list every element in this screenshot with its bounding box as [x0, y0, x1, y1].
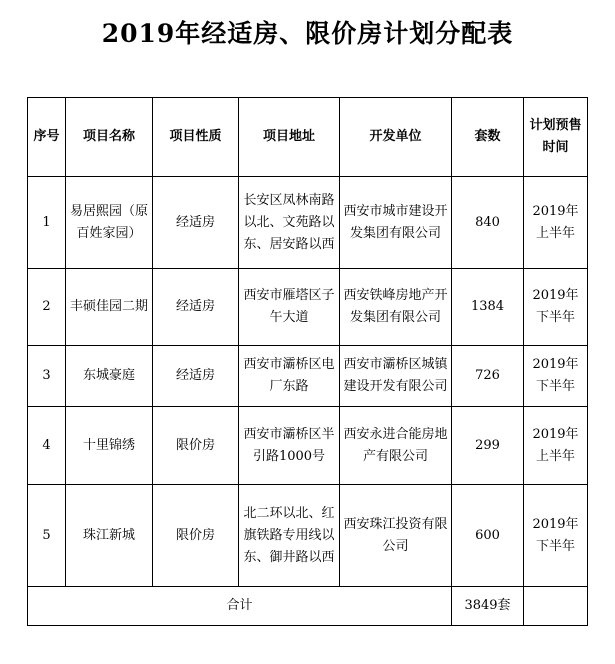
cell-no: 2 [28, 269, 66, 346]
cell-type: 经适房 [153, 346, 239, 407]
cell-name: 易居熙园（原百姓家园） [66, 177, 153, 269]
cell-units: 299 [452, 407, 524, 485]
cell-name: 珠江新城 [66, 485, 153, 587]
header-developer: 开发单位 [340, 98, 452, 177]
table-total-row [28, 587, 588, 626]
cell-units: 726 [452, 346, 524, 407]
table-row [28, 269, 588, 346]
header-time: 计划预售时间 [524, 98, 588, 177]
cell-address: 长安区凤林南路以北、文苑路以东、居安路以西 [239, 177, 340, 269]
total-units: 3849套 [452, 587, 524, 626]
total-time [524, 587, 588, 626]
cell-units: 1384 [452, 269, 524, 346]
cell-type: 经适房 [153, 177, 239, 269]
cell-name: 丰硕佳园二期 [66, 269, 153, 346]
cell-no: 3 [28, 346, 66, 407]
header-no: 序号 [28, 98, 66, 177]
cell-time: 2019年下半年 [524, 485, 588, 587]
table-row [28, 485, 588, 587]
cell-units: 840 [452, 177, 524, 269]
table-header-row [28, 98, 588, 177]
cell-time: 2019年上半年 [524, 407, 588, 485]
total-label: 合计 [28, 587, 452, 626]
cell-units: 600 [452, 485, 524, 587]
cell-no: 4 [28, 407, 66, 485]
cell-name: 十里锦绣 [66, 407, 153, 485]
cell-address: 西安市灞桥区电厂东路 [239, 346, 340, 407]
page-title: 2019年经适房、限价房计划分配表 [101, 19, 514, 48]
cell-no: 1 [28, 177, 66, 269]
cell-developer: 西安珠江投资有限公司 [340, 485, 452, 587]
cell-type: 限价房 [153, 407, 239, 485]
cell-type: 经适房 [153, 269, 239, 346]
table-row [28, 346, 588, 407]
cell-time: 2019年上半年 [524, 177, 588, 269]
header-name: 项目名称 [66, 98, 153, 177]
table-row [28, 177, 588, 269]
header-units: 套数 [452, 98, 524, 177]
cell-developer: 西安铁峰房地产开发集团有限公司 [340, 269, 452, 346]
header-type: 项目性质 [153, 98, 239, 177]
header-address: 项目地址 [239, 98, 340, 177]
cell-time: 2019年下半年 [524, 269, 588, 346]
cell-no: 5 [28, 485, 66, 587]
cell-address: 北二环以北、红旗铁路专用线以东、御井路以西 [239, 485, 340, 587]
cell-type: 限价房 [153, 485, 239, 587]
cell-developer: 西安永进合能房地产有限公司 [340, 407, 452, 485]
table-row [28, 407, 588, 485]
cell-developer: 西安市灞桥区城镇建设开发有限公司 [340, 346, 452, 407]
cell-time: 2019年下半年 [524, 346, 588, 407]
cell-address: 西安市雁塔区子午大道 [239, 269, 340, 346]
cell-developer: 西安市城市建设开发集团有限公司 [340, 177, 452, 269]
cell-name: 东城豪庭 [66, 346, 153, 407]
allocation-table [27, 97, 588, 626]
cell-address: 西安市灞桥区半引路1000号 [239, 407, 340, 485]
